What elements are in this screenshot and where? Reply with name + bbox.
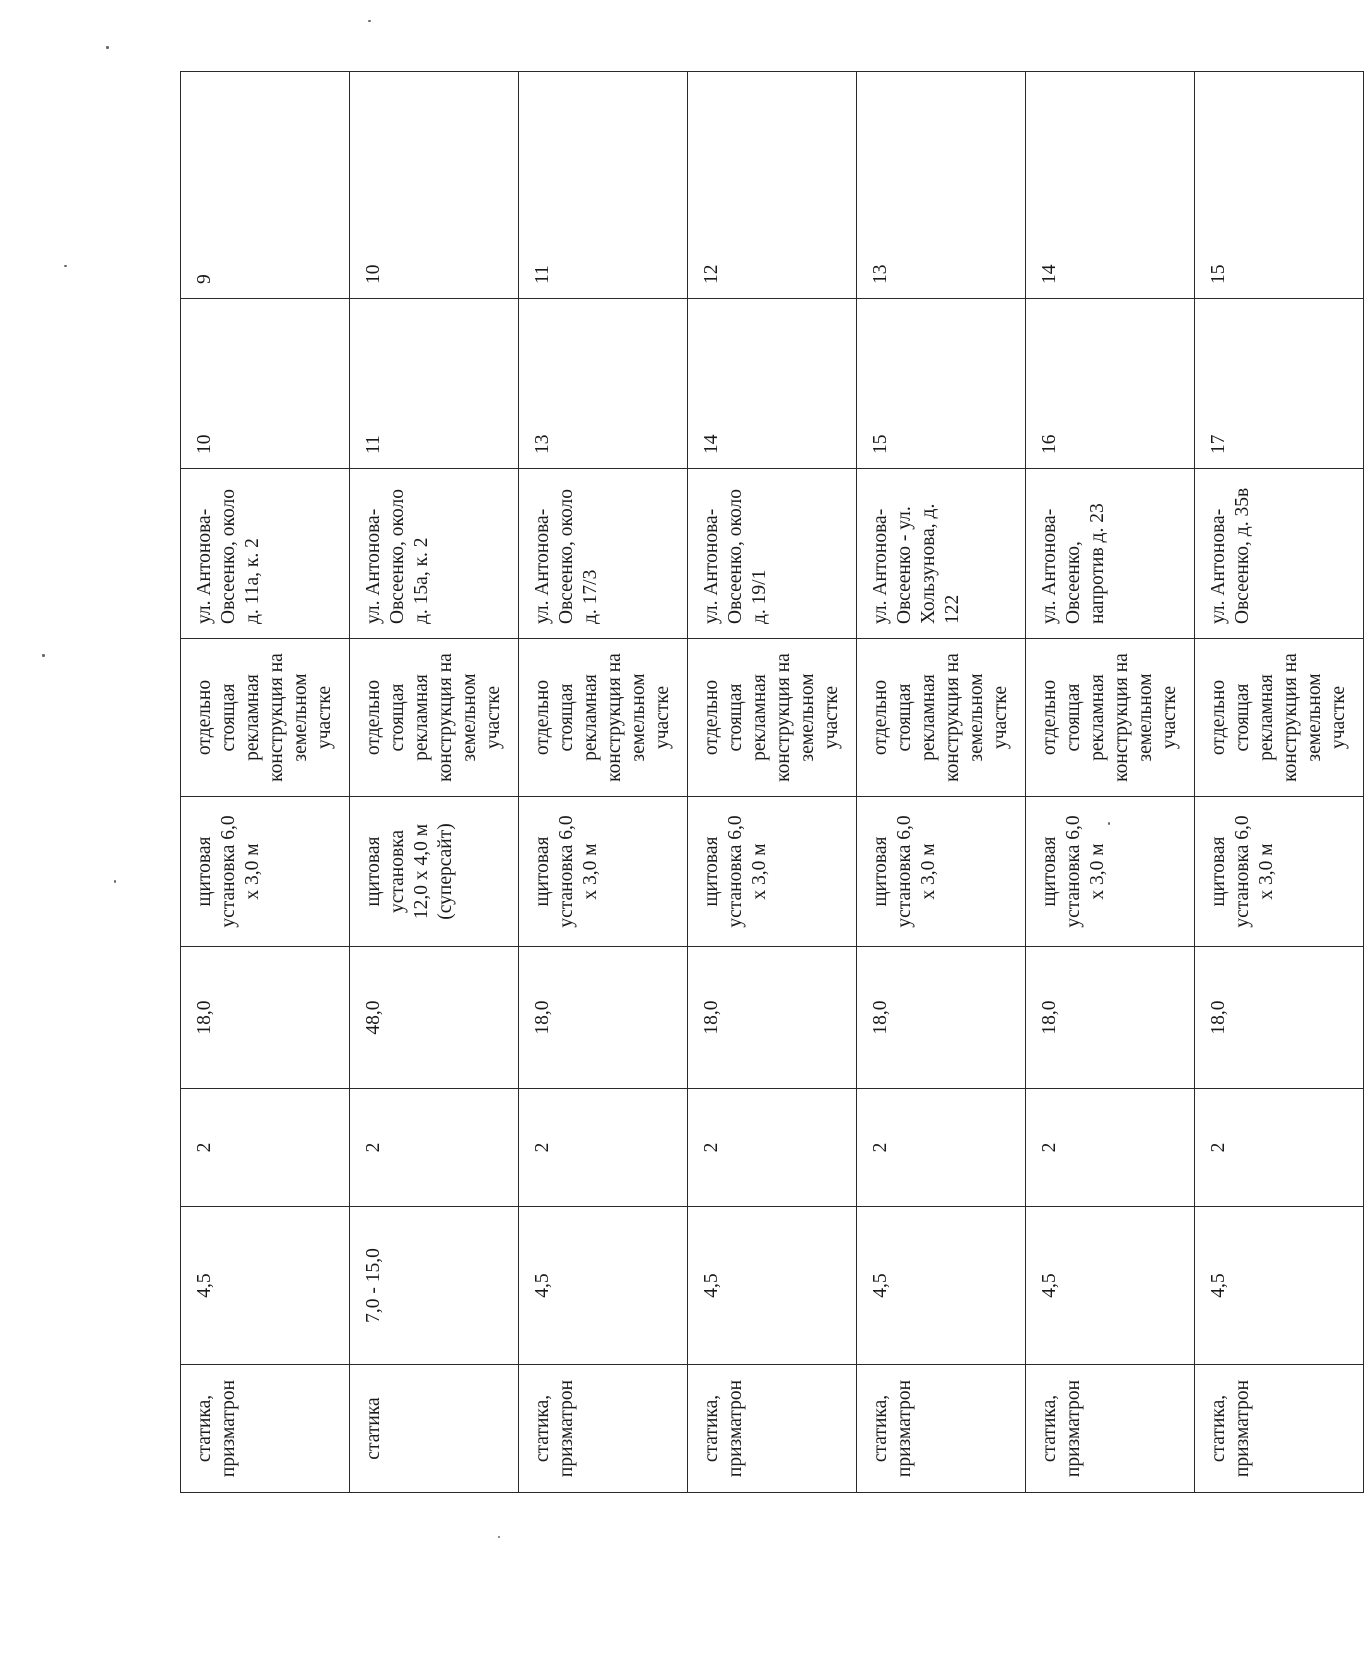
technology-cell: статика, призматрон bbox=[181, 1365, 350, 1493]
address-cell: ул. Антонова-Овсеенко, около д. 17/3 bbox=[519, 469, 688, 639]
value-cell: 4,5 bbox=[181, 1207, 350, 1365]
scan-speck bbox=[64, 265, 67, 267]
description-cell: щитовая установка 6,0 х 3,0 м bbox=[181, 797, 350, 947]
technology-cell: статика, призматрон bbox=[688, 1365, 857, 1493]
type-cell: отдельно стоящая рекламная конструкция на земельном участке bbox=[519, 639, 688, 797]
number-cell: 11 bbox=[350, 299, 519, 469]
value-cell: 7,0 - 15,0 bbox=[350, 1207, 519, 1365]
number-cell: 17 bbox=[1195, 299, 1364, 469]
type-cell: отдельно стоящая рекламная конструкция на земельном участке bbox=[1026, 639, 1195, 797]
description-cell: щитовая установка 6,0 х 3,0 м bbox=[857, 797, 1026, 947]
area-cell: 18,0 bbox=[181, 947, 350, 1089]
value-cell: 4,5 bbox=[857, 1207, 1026, 1365]
description-cell: щитовая установка 6,0 х 3,0 м bbox=[688, 797, 857, 947]
index-cell: 14 bbox=[1026, 72, 1195, 299]
description-cell: щитовая установка 6,0 х 3,0 м bbox=[519, 797, 688, 947]
table-row bbox=[688, 72, 857, 1493]
index-cell: 12 bbox=[688, 72, 857, 299]
type-cell: отдельно стоящая рекламная конструкция на земельном участке bbox=[688, 639, 857, 797]
index-cell: 10 bbox=[350, 72, 519, 299]
sides-cell: 2 bbox=[1026, 1089, 1195, 1207]
scan-speck bbox=[42, 654, 45, 657]
index-cell: 15 bbox=[1195, 72, 1364, 299]
area-cell: 18,0 bbox=[1026, 947, 1195, 1089]
value-cell: 4,5 bbox=[1026, 1207, 1195, 1365]
address-cell: ул. Антонова-Овсеенко, напротив д. 23 bbox=[1026, 469, 1195, 639]
scan-speck bbox=[498, 1536, 500, 1538]
table-body bbox=[181, 72, 1364, 1493]
area-cell: 48,0 bbox=[350, 947, 519, 1089]
area-cell: 18,0 bbox=[1195, 947, 1364, 1089]
area-cell: 18,0 bbox=[688, 947, 857, 1089]
address-cell: ул. Антонова-Овсеенко, д. 35в bbox=[1195, 469, 1364, 639]
type-cell: отдельно стоящая рекламная конструкция на земельном участке bbox=[181, 639, 350, 797]
advertising-structures-table bbox=[180, 71, 1364, 1493]
address-cell: ул. Антонова-Овсеенко, около д. 11а, к. 2 bbox=[181, 469, 350, 639]
type-cell: отдельно стоящая рекламная конструкция на земельном участке bbox=[1195, 639, 1364, 797]
sides-cell: 2 bbox=[857, 1089, 1026, 1207]
scan-speck bbox=[368, 20, 371, 22]
sides-cell: 2 bbox=[688, 1089, 857, 1207]
table-row bbox=[857, 72, 1026, 1493]
number-cell: 13 bbox=[519, 299, 688, 469]
scan-speck bbox=[106, 46, 109, 49]
type-cell: отдельно стоящая рекламная конструкция на земельном участке bbox=[857, 639, 1026, 797]
address-cell: ул. Антонова-Овсеенко, около д. 15а, к. 2 bbox=[350, 469, 519, 639]
table-row bbox=[1026, 72, 1195, 1493]
sides-cell: 2 bbox=[181, 1089, 350, 1207]
scan-speck bbox=[114, 880, 116, 883]
table-row bbox=[1195, 72, 1364, 1493]
technology-cell: статика, призматрон bbox=[1195, 1365, 1364, 1493]
sides-cell: 2 bbox=[1195, 1089, 1364, 1207]
number-cell: 15 bbox=[857, 299, 1026, 469]
number-cell: 16 bbox=[1026, 299, 1195, 469]
technology-cell: статика, призматрон bbox=[519, 1365, 688, 1493]
technology-cell: статика, призматрон bbox=[1026, 1365, 1195, 1493]
table-row bbox=[181, 72, 350, 1493]
description-cell: щитовая установка 6,0 х 3,0 м bbox=[1195, 797, 1364, 947]
number-cell: 10 bbox=[181, 299, 350, 469]
number-cell: 14 bbox=[688, 299, 857, 469]
description-cell: щитовая установка 12,0 х 4,0 м (суперсайт) bbox=[350, 797, 519, 947]
index-cell: 9 bbox=[181, 72, 350, 299]
area-cell: 18,0 bbox=[519, 947, 688, 1089]
description-cell: щитовая установка 6,0 х 3,0 м bbox=[1026, 797, 1195, 947]
technology-cell: статика, призматрон bbox=[857, 1365, 1026, 1493]
address-cell: ул. Антонова-Овсеенко, около д. 19/1 bbox=[688, 469, 857, 639]
type-cell: отдельно стоящая рекламная конструкция на земельном участке bbox=[350, 639, 519, 797]
value-cell: 4,5 bbox=[1195, 1207, 1364, 1365]
value-cell: 4,5 bbox=[688, 1207, 857, 1365]
index-cell: 13 bbox=[857, 72, 1026, 299]
rotated-table-container bbox=[180, 72, 1349, 1493]
value-cell: 4,5 bbox=[519, 1207, 688, 1365]
table-row bbox=[350, 72, 519, 1493]
table-row bbox=[519, 72, 688, 1493]
address-cell: ул. Антонова-Овсеенко - ул. Хользунова, д. 122 bbox=[857, 469, 1026, 639]
index-cell: 11 bbox=[519, 72, 688, 299]
technology-cell: статика bbox=[350, 1365, 519, 1493]
sides-cell: 2 bbox=[350, 1089, 519, 1207]
area-cell: 18,0 bbox=[857, 947, 1026, 1089]
sides-cell: 2 bbox=[519, 1089, 688, 1207]
